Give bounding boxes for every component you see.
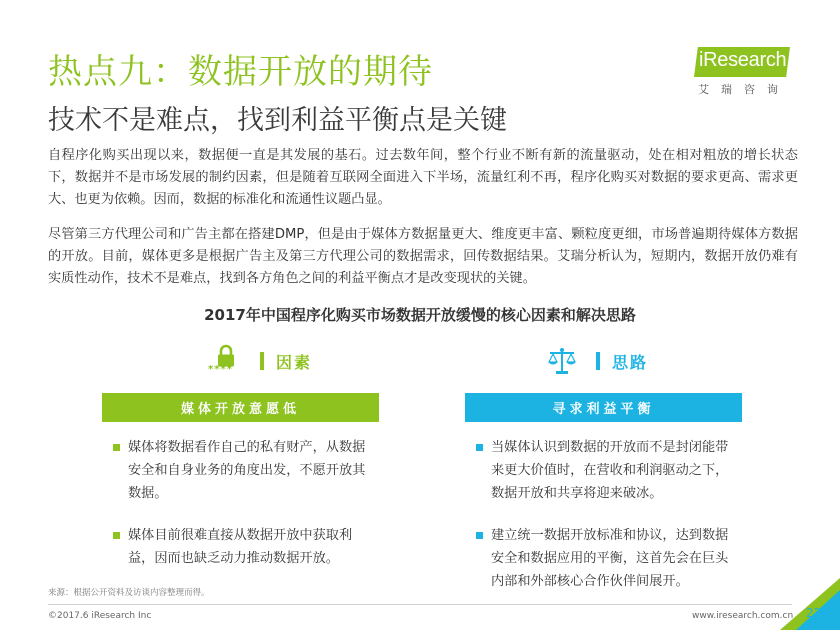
factor-item-1: 媒体将数据看作自己的私有财产，从数据安全和自身业务的角度出发，不愿开放其数据。: [128, 440, 366, 501]
factor-banner: 媒体开放意愿低: [102, 393, 379, 422]
approach-banner: 寻求利益平衡: [465, 393, 742, 422]
section-heading: 2017年中国程序化购买市场数据开放缓慢的核心因素和解决思路: [204, 306, 636, 324]
approach-header: [546, 344, 648, 378]
iresearch-logo: [690, 47, 800, 97]
factor-bar: [260, 352, 264, 370]
source-note: 来源：根据公开资料及访谈内容整理而得。: [48, 588, 210, 598]
bullet-square: [476, 532, 483, 539]
footer-divider: [48, 604, 792, 605]
intro-paragraph-1: 自程序化购买出现以来，数据便一直是其发展的基石。过去数年间，整个行业不断有新的流量驱动，处在相对粗放的增长状态下，数据并不是市场发展的制约因素，但是随着互联网全面进入下半场，流量红利不再，程序化购买对数据的要求更高、需求更大、也更为依赖。因而，数据的标准化和流通性议题凸显。: [48, 148, 798, 207]
page-title: 热点九：数据开放的期待: [48, 52, 433, 92]
scale-icon: [546, 346, 578, 376]
approach-label: 思路: [612, 352, 649, 372]
approach-bar: [596, 352, 600, 370]
logo-cn: 艾瑞咨询: [698, 83, 790, 96]
lock-icon: [210, 344, 242, 378]
factor-header: [210, 344, 312, 378]
factor-item-2: 媒体目前很难直接从数据开放中获取利益，因而也缺乏动力推动数据开放。: [128, 528, 353, 566]
approach-item-1: 当媒体认识到数据的开放而不是封闭能带来更大价值时，在营收和利润驱动之下，数据开放和共享将迎来破冰。: [491, 440, 729, 501]
page-subtitle: 技术不是难点，找到利益平衡点是关键: [48, 105, 507, 136]
approach-item-2: 建立统一数据开放标准和协议，达到数据安全和数据应用的平衡，这首先会在巨头内部和外部核心合作伙伴间展开。: [491, 528, 729, 589]
bullet-square: [113, 532, 120, 539]
page-number: 22: [806, 606, 822, 620]
copyright: ©2017.6 iResearch Inc: [48, 611, 152, 621]
bullet-square: [476, 444, 483, 451]
corner-decoration: [760, 560, 840, 630]
logo-brand: iResearch: [699, 49, 787, 71]
website-link[interactable]: www.iresearch.com.cn: [692, 611, 794, 621]
intro-paragraph-2: 尽管第三方代理公司和广告主都在搭建DMP，但是由于媒体方数据量更大、维度更丰富、颗粒度更细，市场普遍期待媒体方数据的开放。目前，媒体更多是根据广告主及第三方代理公司的数据需求，回传数据结果。艾瑞分析认为，短期内，数据开放仍难有实质性动作，技术不是难点，找到各方角色之间的利益平衡点才是改变现状的关键。: [48, 227, 798, 286]
factor-label: 因素: [276, 352, 313, 372]
bullet-square: [113, 444, 120, 451]
lock-icon-caption: ****: [208, 364, 233, 375]
